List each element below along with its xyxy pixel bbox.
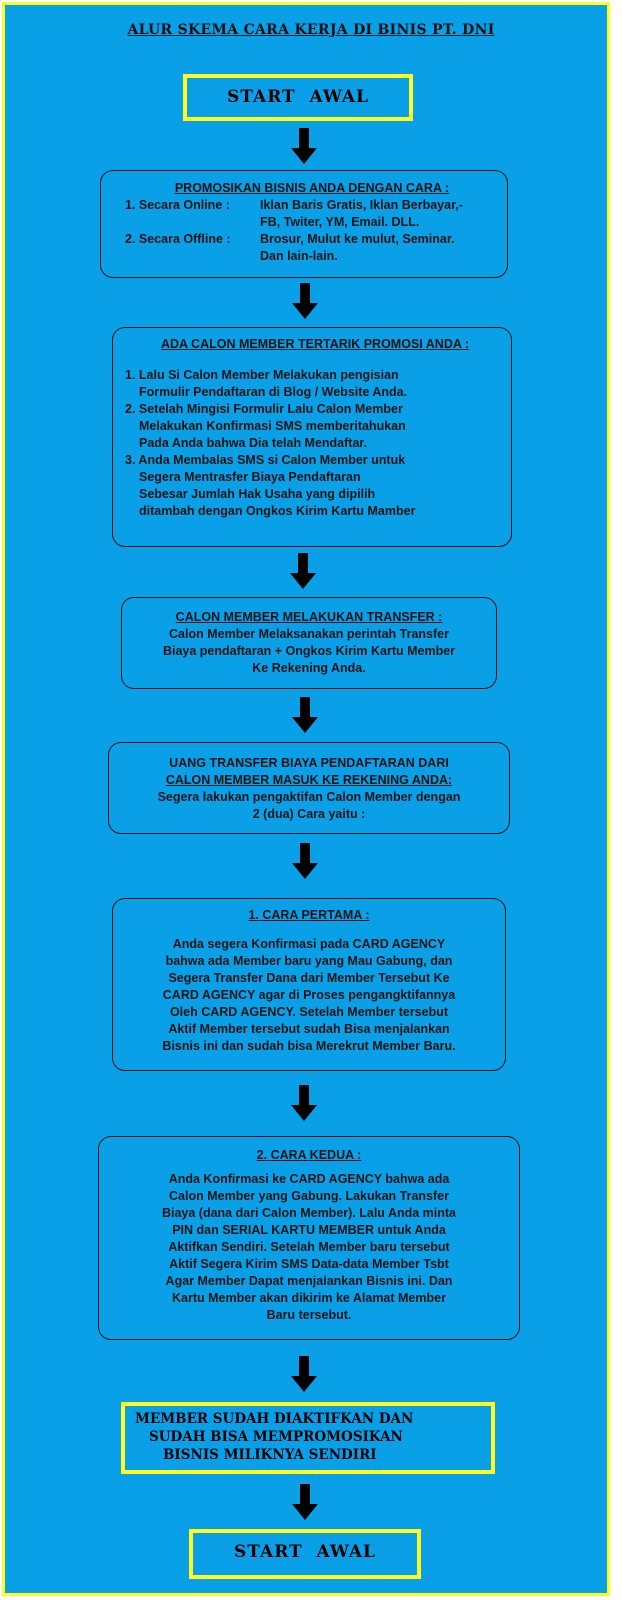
step-1-line-2: Formulir Pendaftaran di Blog / Website Anda. (139, 385, 408, 399)
promo-heading: PROMOSIKAN BISNIS ANDA DENGAN CARA : (174, 181, 450, 195)
uang-transfer-box (108, 742, 510, 834)
transfer-box (121, 597, 497, 689)
offline-label: 2. Secara Offline : (125, 232, 231, 246)
step-2-line-2: Melakukan Konfirmasi SMS memberitahukan (139, 419, 406, 433)
arrow-down-icon (291, 1356, 317, 1392)
cara-kedua-line-5: Aktifkan Sendiri. Setelah Member baru tersebut (168, 1240, 450, 1254)
calon-member-box (112, 327, 512, 547)
cara-kedua-line-4: PIN dan SERIAL KARTU MEMBER untuk Anda (172, 1223, 446, 1237)
offline-text-1: Brosur, Mulut ke mulut, Seminar. (260, 232, 455, 246)
cara-kedua-box (98, 1136, 520, 1340)
online-text-1: Iklan Baris Gratis, Iklan Berbayar,- (260, 198, 463, 212)
step-2-line-1: 2. Setelah Mingisi Formulir Lalu Calon Member (125, 402, 403, 416)
step-3-line-4: ditambah dengan Ongkos Kirim Kartu Mamber (139, 504, 416, 518)
online-label: 1. Secara Online : (125, 198, 230, 212)
step-3-line-1: 3. Anda Membalas SMS si Calon Member untuk (125, 453, 406, 467)
cara-pertama-line-2: bahwa ada Member baru yang Mau Gabung, dan (165, 954, 453, 968)
cara-pertama-line-1: Anda segera Konfirmasi pada CARD AGENCY (172, 937, 446, 951)
cara-pertama-line-3: Segera Transfer Dana dari Member Tersebut Ke (168, 971, 450, 985)
start-label-bottom: START AWAL (234, 1542, 376, 1562)
promo-box (100, 170, 508, 278)
cara-pertama-line-6: Aktif Member tersebut sudah Bisa menjalankan (168, 1022, 450, 1036)
cara-kedua-line-1: Anda Konfirmasi ke CARD AGENCY bahwa ada (168, 1172, 450, 1186)
offline-text-2: Dan lain-lain. (260, 249, 338, 263)
step-3-line-2: Segera Mentrasfer Biaya Pendaftaran (139, 470, 361, 484)
start-box-top (183, 74, 413, 121)
cara-pertama-line-7: Bisnis ini dan sudah bisa Merekrut Member Baru. (162, 1039, 456, 1053)
uang-transfer-heading-2: CALON MEMBER MASUK KE REKENING ANDA: (165, 773, 453, 787)
arrow-down-icon (291, 1085, 317, 1121)
transfer-line-2: Biaya pendaftaran + Ongkos Kirim Kartu Member (162, 644, 456, 658)
uang-transfer-line-1: Segera lakukan pengaktifan Calon Member dengan (157, 790, 461, 804)
arrow-down-icon (292, 697, 318, 733)
cara-pertama-line-4: CARD AGENCY agar di Proses pengangktifannya (162, 988, 456, 1002)
start-label-top: START AWAL (227, 87, 369, 107)
cara-pertama-heading: 1. CARA PERTAMA : (248, 908, 370, 922)
cara-kedua-heading: 2. CARA KEDUA : (256, 1148, 362, 1162)
arrow-down-icon (292, 1484, 318, 1520)
cara-pertama-line-5: Oleh CARD AGENCY. Setelah Member tersebut (169, 1005, 449, 1019)
step-3-line-3: Sebesar Jumlah Hak Usaha yang dipilih (139, 487, 376, 501)
step-1-line-1: 1. Lalu Si Calon Member Melakukan pengisian (125, 368, 399, 382)
arrow-down-icon (291, 128, 317, 164)
cara-kedua-line-8: Kartu Member akan dikirim ke Alamat Member (172, 1291, 446, 1305)
cara-kedua-line-9: Baru tersebut. (266, 1308, 352, 1322)
final-box (121, 1402, 495, 1474)
final-line-1: MEMBER SUDAH DIAKTIFKAN DAN (135, 1411, 414, 1427)
uang-transfer-heading-1: UANG TRANSFER BIAYA PENDAFTARAN DARI (169, 756, 449, 770)
uang-transfer-line-2: 2 (dua) Cara yaitu : (252, 807, 366, 821)
start-box-bottom (189, 1529, 421, 1579)
final-line-2: SUDAH BISA MEMPROMOSIKAN (149, 1429, 403, 1445)
arrow-down-icon (290, 553, 316, 589)
cara-kedua-line-3: Biaya (dana dari Calon Member). Lalu Anda minta (161, 1206, 457, 1220)
final-line-3: BISNIS MILIKNYA SENDIRI (163, 1447, 377, 1463)
cara-kedua-line-6: Aktif Segera Kirim SMS Data-data Member Tsbt (169, 1257, 449, 1271)
arrow-down-icon (292, 283, 318, 319)
transfer-line-1: Calon Member Melaksanakan perintah Transfer (169, 627, 449, 641)
transfer-heading: CALON MEMBER MELAKUKAN TRANSFER : (175, 610, 443, 624)
arrow-down-icon (292, 843, 318, 879)
cara-kedua-line-2: Calon Member yang Gabung. Lakukan Transfer (169, 1189, 449, 1203)
transfer-line-3: Ke Rekening Anda. (252, 661, 366, 675)
online-text-2: FB, Twiter, YM, Email. DLL. (260, 215, 420, 229)
cara-kedua-line-7: Agar Member Dapat menjalankan Bisnis ini. Dan (165, 1274, 453, 1288)
cara-pertama-box (112, 898, 506, 1071)
step-2-line-3: Pada Anda bahwa Dia telah Mendaftar. (139, 436, 368, 450)
diagram-title: ALUR SKEMA CARA KERJA DI BINIS PT. DNI (127, 22, 495, 38)
calon-member-heading: ADA CALON MEMBER TERTARIK PROMOSI ANDA : (160, 337, 470, 351)
